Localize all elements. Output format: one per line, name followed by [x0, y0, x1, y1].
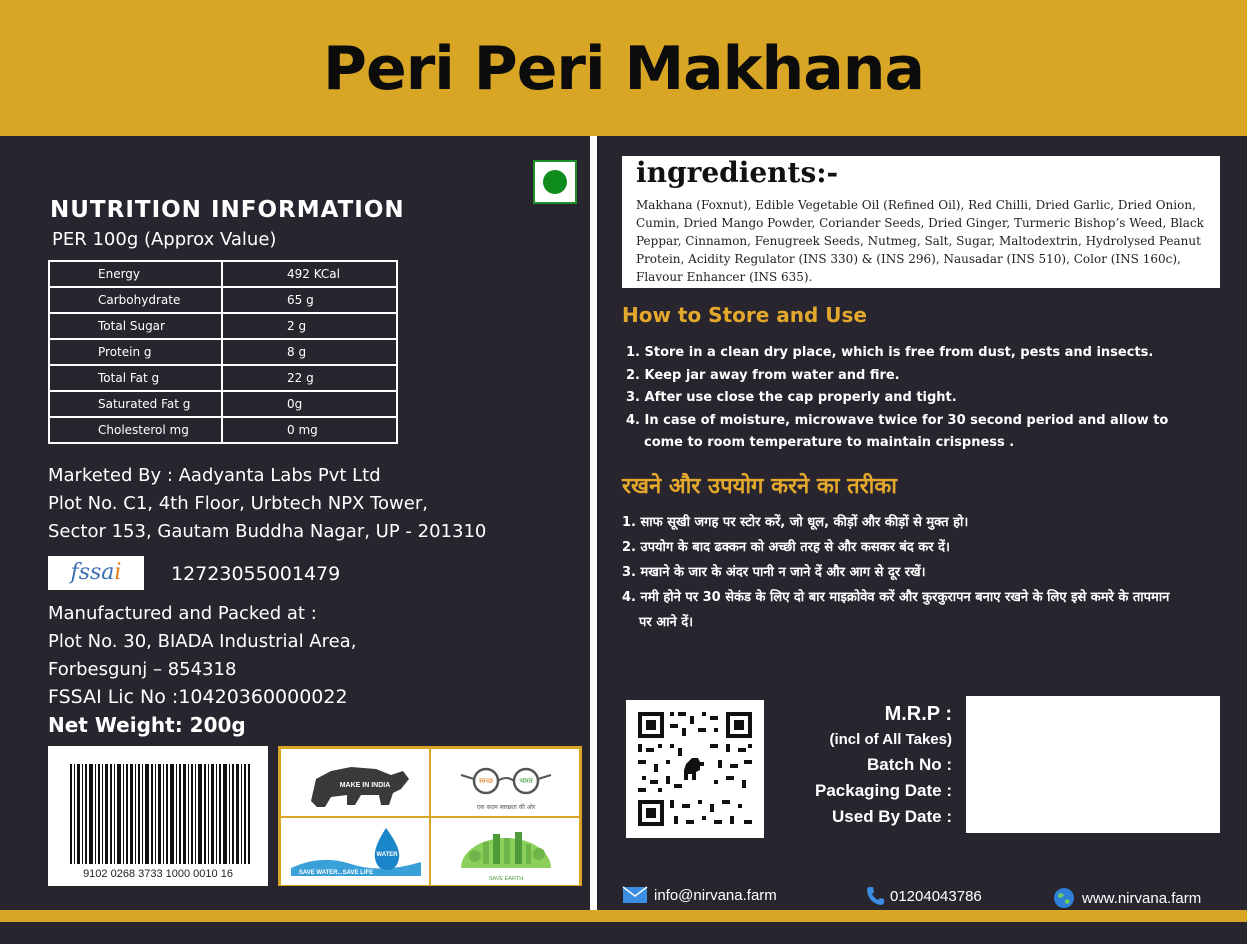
- mrp-labels: [760, 700, 952, 830]
- mrp-sub-label: (incl of All Takes): [829, 731, 952, 748]
- nutrient-name: Saturated Fat g: [49, 391, 222, 417]
- qr-code[interactable]: [626, 700, 764, 838]
- store-title: How to Store and Use: [622, 303, 867, 327]
- header-banner: [0, 0, 1247, 136]
- list-item: 1. Store in a clean dry place, which is free from dust, pests and insects.: [626, 345, 1154, 360]
- barcode: [48, 746, 268, 886]
- list-item: 3. After use close the cap properly and tight.: [626, 390, 957, 405]
- list-item: 1. साफ सूखी जगह पर स्टोर करें, जो धूल, कीड़ों और कीड़ों से मुक्त हो।: [622, 515, 969, 530]
- list-item: 4. In case of moisture, microwave twice for 30 second period and allow to come to room temperature to maintain crispness .: [626, 412, 1169, 450]
- nutrient-name: Carbohydrate: [49, 287, 222, 313]
- swachh-bharat-logo: [430, 748, 580, 817]
- nutrient-name: Cholesterol mg: [49, 417, 222, 443]
- marketed-line: Sector 153, Gautam Buddha Nagar, UP - 201310: [48, 521, 487, 542]
- table-row: [49, 313, 397, 339]
- save-water-logo: [280, 817, 430, 886]
- table-row: [49, 261, 397, 287]
- fssai-number: 12723055001479: [171, 563, 341, 585]
- nutrient-value: 22 g: [222, 365, 397, 391]
- nutrition-table: [48, 260, 398, 444]
- veg-mark-icon: [533, 160, 577, 204]
- used-by-label: Used By Date :: [832, 807, 952, 826]
- ingredients-text: Makhana (Foxnut), Edible Vegetable Oil (Refined Oil), Red Chilli, Dried Garlic, Dried Onion, Cumin, Dried Mango Powder, Coriander Seeds, Dried Ginger, Turmeric Bishop’s Weed, Black Peppar, Cinnamon, Fenugreek Seeds, Nutmeg, Salt, Sugar, Maltodextrin, Hydrolysed Peanut Protein, Acidity Regulator (INS 330) & (INS 296), Nausadar (INS 510), Color (INS 160c), Flavour Enhancer (INS 635).: [636, 198, 1204, 284]
- list-item: 2. Keep jar away from water and fire.: [626, 367, 900, 383]
- certification-logos: [278, 746, 582, 886]
- list-item: 4. नमी होने पर 30 सेकंड के लिए दो बार माइक्रोवेव करें और कुरकुरापन बनाए रखने के लिए इसे कमरे के तापमान पर आने दें।: [622, 590, 1170, 630]
- nutrient-value: 8 g: [222, 339, 397, 365]
- fssai-license: FSSAI Lic No :10420360000022: [48, 686, 348, 708]
- website-contact[interactable]: [1052, 886, 1201, 910]
- nutrient-name: Energy: [49, 261, 222, 287]
- barcode-bars: [70, 764, 250, 864]
- nutrition-title: NUTRITION INFORMATION: [50, 197, 405, 223]
- phone-icon: [866, 886, 884, 906]
- table-row: [49, 339, 397, 365]
- table-row: [49, 365, 397, 391]
- veg-dot: [543, 170, 567, 194]
- list-item: 2. उपयोग के बाद ढक्कन को अच्छी तरह से और कसकर बंद कर दें।: [622, 540, 950, 555]
- manufactured-line: Plot No. 30, BIADA Industrial Area,: [48, 631, 357, 652]
- website-text: www.nirvana.farm: [1082, 889, 1202, 907]
- make-in-india-text: MAKE IN INDIA: [339, 782, 391, 789]
- product-title: Peri Peri Makhana: [323, 34, 924, 104]
- nutrient-value: 2 g: [222, 313, 397, 339]
- save-earth-text: SAVE EARTH: [488, 876, 524, 882]
- email-icon: [622, 886, 648, 904]
- swachh-tagline: एक कदम स्वच्छता की ओर: [476, 804, 536, 811]
- nutrient-name: Protein g: [49, 339, 222, 365]
- center-divider: [590, 136, 597, 910]
- make-in-india-logo: [280, 748, 430, 817]
- swachh-left-text: स्वच्छ: [478, 777, 494, 785]
- save-water-text: SAVE WATER...SAVE LIFE: [298, 870, 374, 876]
- globe-icon: [1052, 886, 1076, 910]
- nutrient-value: 492 KCal: [222, 261, 397, 287]
- store-instructions: [626, 342, 1196, 455]
- manufactured-line: Manufactured and Packed at :: [48, 603, 317, 624]
- mrp-label: M.R.P :: [884, 703, 952, 725]
- nutrient-value: 65 g: [222, 287, 397, 313]
- manufactured-block: [48, 600, 356, 684]
- nutrient-name: Total Fat g: [49, 365, 222, 391]
- phone-contact[interactable]: [866, 886, 982, 906]
- qr-pattern: [626, 700, 764, 838]
- table-row: [49, 287, 397, 313]
- hindi-title: रखने और उपयोग करने का तरीका: [622, 474, 897, 499]
- water-text: WATER: [376, 852, 398, 858]
- hindi-instructions: [622, 510, 1182, 635]
- marketed-line: Plot No. C1, 4th Floor, Urbtech NPX Tower,: [48, 493, 428, 514]
- footer-bar: [0, 910, 1247, 922]
- phone-text: 01204043786: [890, 887, 982, 905]
- fssai-logo: fssai: [48, 556, 144, 590]
- marketed-by-block: [48, 462, 486, 546]
- save-earth-logo: [430, 817, 580, 886]
- marketed-line: Marketed By : Aadyanta Labs Pvt Ltd: [48, 465, 381, 486]
- nutrient-value: 0 mg: [222, 417, 397, 443]
- net-weight: Net Weight: 200g: [48, 713, 246, 737]
- batch-label: Batch No :: [867, 755, 952, 774]
- table-row: [49, 391, 397, 417]
- email-text: info@nirvana.farm: [654, 886, 777, 904]
- manufactured-line: Forbesgunj – 854318: [48, 659, 237, 680]
- ingredients-title: ingredients:-: [636, 156, 839, 189]
- list-item: 3. मखाने के जार के अंदर पानी न जाने दें और आग से दूर रखें।: [622, 565, 926, 580]
- table-row: [49, 417, 397, 443]
- nutrition-subtitle: PER 100g (Approx Value): [52, 229, 277, 250]
- barcode-digits: 9102 0268 3733 1000 0010 16: [83, 868, 233, 880]
- mrp-value-box: [966, 696, 1220, 833]
- email-contact[interactable]: [622, 886, 777, 904]
- nutrient-value: 0g: [222, 391, 397, 417]
- nutrient-name: Total Sugar: [49, 313, 222, 339]
- swachh-right-text: भारत: [519, 777, 533, 785]
- ingredients-box: [622, 156, 1220, 288]
- packaging-date-label: Packaging Date :: [815, 781, 952, 800]
